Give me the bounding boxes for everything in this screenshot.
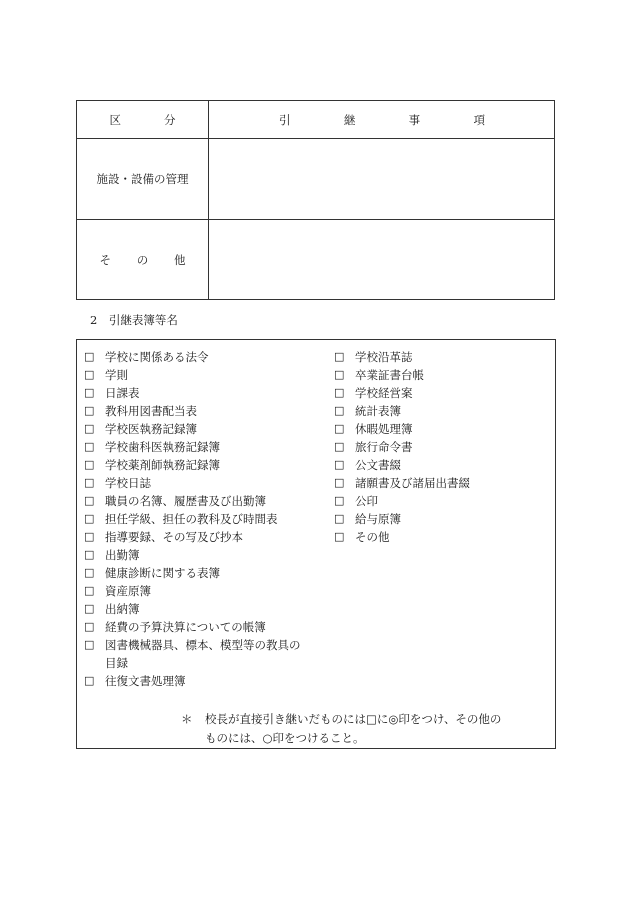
item-label: 図書機械器具、標本、模型等の教具の 目録 <box>105 638 301 670</box>
instruction-note <box>181 710 535 748</box>
registers-checklist <box>76 339 556 749</box>
checklist-item <box>334 420 544 438</box>
header-matters-cell <box>209 101 555 138</box>
checkbox[interactable]: □ <box>334 386 345 399</box>
checkbox[interactable]: □ <box>84 512 95 525</box>
note-mark: ＊ <box>181 712 193 726</box>
item-label: その他 <box>355 530 390 544</box>
checklist-item <box>334 474 544 492</box>
checkbox[interactable]: □ <box>84 638 95 651</box>
checkbox[interactable]: □ <box>84 422 95 435</box>
left-column <box>84 348 324 690</box>
checklist-item <box>84 564 324 582</box>
checklist-item <box>84 402 324 420</box>
category-char: の <box>136 253 149 267</box>
item-label: 統計表簿 <box>355 404 401 418</box>
checklist-item <box>334 402 544 420</box>
checklist-item <box>334 438 544 456</box>
category-char: そ <box>99 253 111 267</box>
item-label: 卒業証書台帳 <box>355 368 424 382</box>
item-label: 経費の予算決算についての帳簿 <box>105 620 266 634</box>
checklist-item <box>84 582 324 600</box>
checklist-item <box>84 600 324 618</box>
item-label: 日課表 <box>105 386 140 400</box>
item-label: 学校経営案 <box>355 386 413 400</box>
checkbox[interactable]: □ <box>84 350 95 363</box>
checkbox[interactable]: □ <box>84 620 95 633</box>
checklist-item <box>84 546 324 564</box>
checklist-item <box>84 636 324 672</box>
checklist-item <box>84 420 324 438</box>
checklist-item <box>84 366 324 384</box>
item-label: 給与原簿 <box>355 512 401 526</box>
item-label: 公文書綴 <box>355 458 401 472</box>
checklist-item <box>84 618 324 636</box>
checkbox[interactable]: □ <box>84 548 95 561</box>
header-matters-char: 項 <box>473 112 485 127</box>
right-column <box>334 348 544 546</box>
item-label: 職員の名簿、履歴書及び出勤簿 <box>105 494 266 508</box>
checkbox[interactable]: □ <box>334 368 345 381</box>
checklist-item <box>334 528 544 546</box>
checklist-item <box>84 528 324 546</box>
item-label: 休暇処理簿 <box>355 422 413 436</box>
handover-table <box>76 100 555 300</box>
checkbox[interactable]: □ <box>334 494 345 507</box>
checkbox[interactable]: □ <box>84 404 95 417</box>
checklist-item <box>84 384 324 402</box>
checklist-item <box>84 456 324 474</box>
checkbox[interactable]: □ <box>84 458 95 471</box>
checklist-item <box>84 672 324 690</box>
row-other-content <box>209 220 555 300</box>
checklist-item <box>84 474 324 492</box>
item-label: 教科用図書配当表 <box>105 404 197 418</box>
item-label: 諸願書及び諸届出書綴 <box>355 476 470 490</box>
checklist-item <box>334 492 544 510</box>
checklist-item <box>334 348 544 366</box>
checkbox[interactable]: □ <box>84 368 95 381</box>
item-label: 出納簿 <box>105 602 140 616</box>
header-category-char: 分 <box>164 112 176 127</box>
category-label: 施設・設備の管理 <box>96 172 189 186</box>
checkbox[interactable]: □ <box>84 476 95 489</box>
header-matters-char: 引 <box>279 112 291 127</box>
checkbox[interactable]: □ <box>84 566 95 579</box>
checkbox[interactable]: □ <box>334 350 345 363</box>
checkbox[interactable]: □ <box>334 530 345 543</box>
checkbox[interactable]: □ <box>84 674 95 687</box>
header-category-char: 区 <box>109 112 121 127</box>
checkbox[interactable]: □ <box>84 602 95 615</box>
note-text: 校長が直接引き継いだものには□に◎印をつけ、その他の ものには、○印をつけること。 <box>205 712 502 745</box>
item-label: 学校に関係ある法令 <box>105 350 209 364</box>
item-label: 指導要録、その写及び抄本 <box>105 530 243 544</box>
checklist-item <box>334 456 544 474</box>
checkbox[interactable]: □ <box>334 404 345 417</box>
row-facilities-content <box>209 139 555 219</box>
item-label: 健康診断に関する表簿 <box>105 566 220 580</box>
item-label: 学校歯科医執務記録簿 <box>105 440 220 454</box>
checklist-item <box>84 348 324 366</box>
item-label: 担任学級、担任の教科及び時間表 <box>105 512 278 526</box>
header-matters-char: 事 <box>408 112 421 127</box>
checklist-item <box>334 384 544 402</box>
checkbox[interactable]: □ <box>334 512 345 525</box>
checkbox[interactable]: □ <box>84 530 95 543</box>
header-matters-char: 継 <box>343 112 356 127</box>
checklist-item <box>84 510 324 528</box>
item-label: 旅行命令書 <box>355 440 413 454</box>
checklist-item <box>84 438 324 456</box>
item-label: 学則 <box>105 368 128 382</box>
item-label: 学校日誌 <box>105 476 151 490</box>
checkbox[interactable]: □ <box>84 386 95 399</box>
item-label: 出勤簿 <box>105 548 140 562</box>
checklist-item <box>334 366 544 384</box>
checkbox[interactable]: □ <box>334 422 345 435</box>
row-other-category <box>77 220 208 300</box>
checkbox[interactable]: □ <box>84 584 95 597</box>
item-label: 学校沿革誌 <box>355 350 413 364</box>
section-title: 2 引継表簿等名 <box>90 313 178 327</box>
checkbox[interactable]: □ <box>84 440 95 453</box>
category-char: 他 <box>174 253 186 267</box>
row-facilities-category <box>77 139 208 219</box>
item-label: 公印 <box>355 494 378 508</box>
item-label: 学校薬剤師執務記録簿 <box>105 458 220 472</box>
header-category-cell <box>77 101 208 138</box>
item-label: 資産原簿 <box>105 584 151 598</box>
checkbox[interactable]: □ <box>334 458 345 471</box>
checkbox[interactable]: □ <box>334 476 345 489</box>
checklist-item <box>334 510 544 528</box>
checkbox[interactable]: □ <box>334 440 345 453</box>
item-label: 学校医執務記録簿 <box>105 422 197 436</box>
item-label: 往復文書処理簿 <box>105 674 186 688</box>
checkbox[interactable]: □ <box>84 494 95 507</box>
checklist-item <box>84 492 324 510</box>
